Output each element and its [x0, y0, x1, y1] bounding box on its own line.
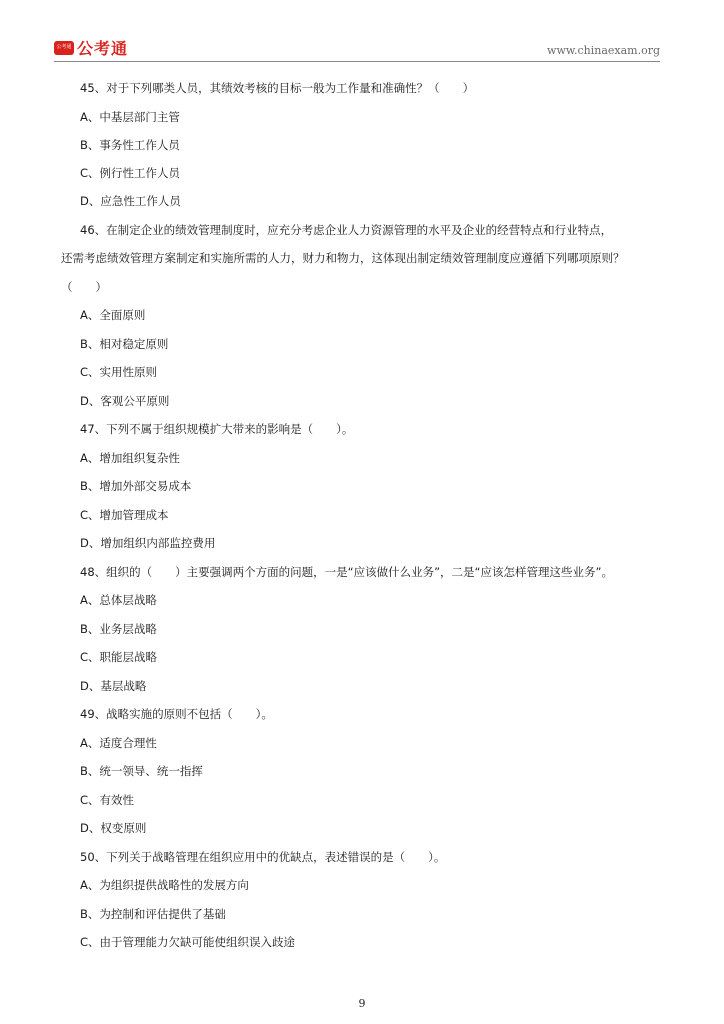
question-46-stem: 46、在制定企业的绩效管理制度时，应充分考虑企业人力资源管理的水平及企业的经营特点和行业特点， — [80, 223, 613, 237]
question-49-option-b: B、统一领导、统一指挥 — [80, 764, 203, 778]
question-48-stem: 48、组织的（ ）主要强调两个方面的问题，一是“应该做什么业务”，二是“应该怎样管理这些业务”。 — [80, 565, 613, 579]
question-48-option-b: B、业务层战略 — [80, 622, 157, 636]
question-47-stem: 47、下列不属于组织规模扩大带来的影响是（ ）。 — [80, 422, 354, 436]
question-50-option-a: A、为组织提供战略性的发展方向 — [80, 878, 249, 892]
logo — [54, 36, 128, 59]
logo-text: 公考通 — [77, 39, 129, 58]
question-45-option-d: D、应急性工作人员 — [80, 194, 181, 208]
question-49-stem: 49、战略实施的原则不包括（ ）。 — [80, 707, 273, 721]
question-49-option-a: A、适度合理性 — [80, 736, 157, 750]
question-47-option-b: B、增加外部交易成本 — [80, 479, 192, 493]
page-number: 9 — [358, 997, 366, 1010]
question-50-option-c: C、由于管理能力欠缺可能使组织误入歧途 — [80, 935, 296, 949]
question-45-stem: 45、对于下列哪类人员，其绩效考核的目标一般为工作量和准确性？（ ） — [80, 81, 475, 95]
page-header — [0, 0, 724, 66]
question-48-option-a: A、总体层战略 — [80, 593, 157, 607]
question-46-option-c: C、实用性原则 — [80, 365, 158, 379]
header-divider — [54, 61, 660, 62]
question-48-option-c: C、职能层战略 — [80, 650, 158, 664]
question-47-option-c: C、增加管理成本 — [80, 508, 169, 522]
question-46-stem-cont-1: 还需考虑绩效管理方案制定和实施所需的人力，财力和物力，这体现出制定绩效管理制度应遵循下列哪项原则？ — [61, 251, 625, 265]
question-45-option-b: B、事务性工作人员 — [80, 138, 180, 152]
question-46-stem-cont-2: （ ） — [61, 280, 107, 294]
question-47-option-a: A、增加组织复杂性 — [80, 451, 180, 465]
question-49-option-c: C、有效性 — [80, 793, 135, 807]
site-url: www.chinaexam.org — [547, 44, 660, 57]
question-50-option-b: B、为控制和评估提供了基础 — [80, 907, 226, 921]
question-45-option-a: A、中基层部门主管 — [80, 110, 180, 124]
question-47-option-d: D、增加组织内部监控费用 — [80, 536, 216, 550]
logo-badge-icon: 公考通 — [54, 41, 74, 55]
question-50-stem: 50、下列关于战略管理在组织应用中的优缺点，表述错误的是（ ）。 — [80, 850, 446, 864]
question-46-option-b: B、相对稳定原则 — [80, 337, 169, 351]
question-46-option-a: A、全面原则 — [80, 308, 146, 322]
question-46-option-d: D、客观公平原则 — [80, 394, 170, 408]
question-48-option-d: D、基层战略 — [80, 679, 147, 693]
question-45-option-c: C、例行性工作人员 — [80, 166, 181, 180]
question-49-option-d: D、权变原则 — [80, 821, 147, 835]
